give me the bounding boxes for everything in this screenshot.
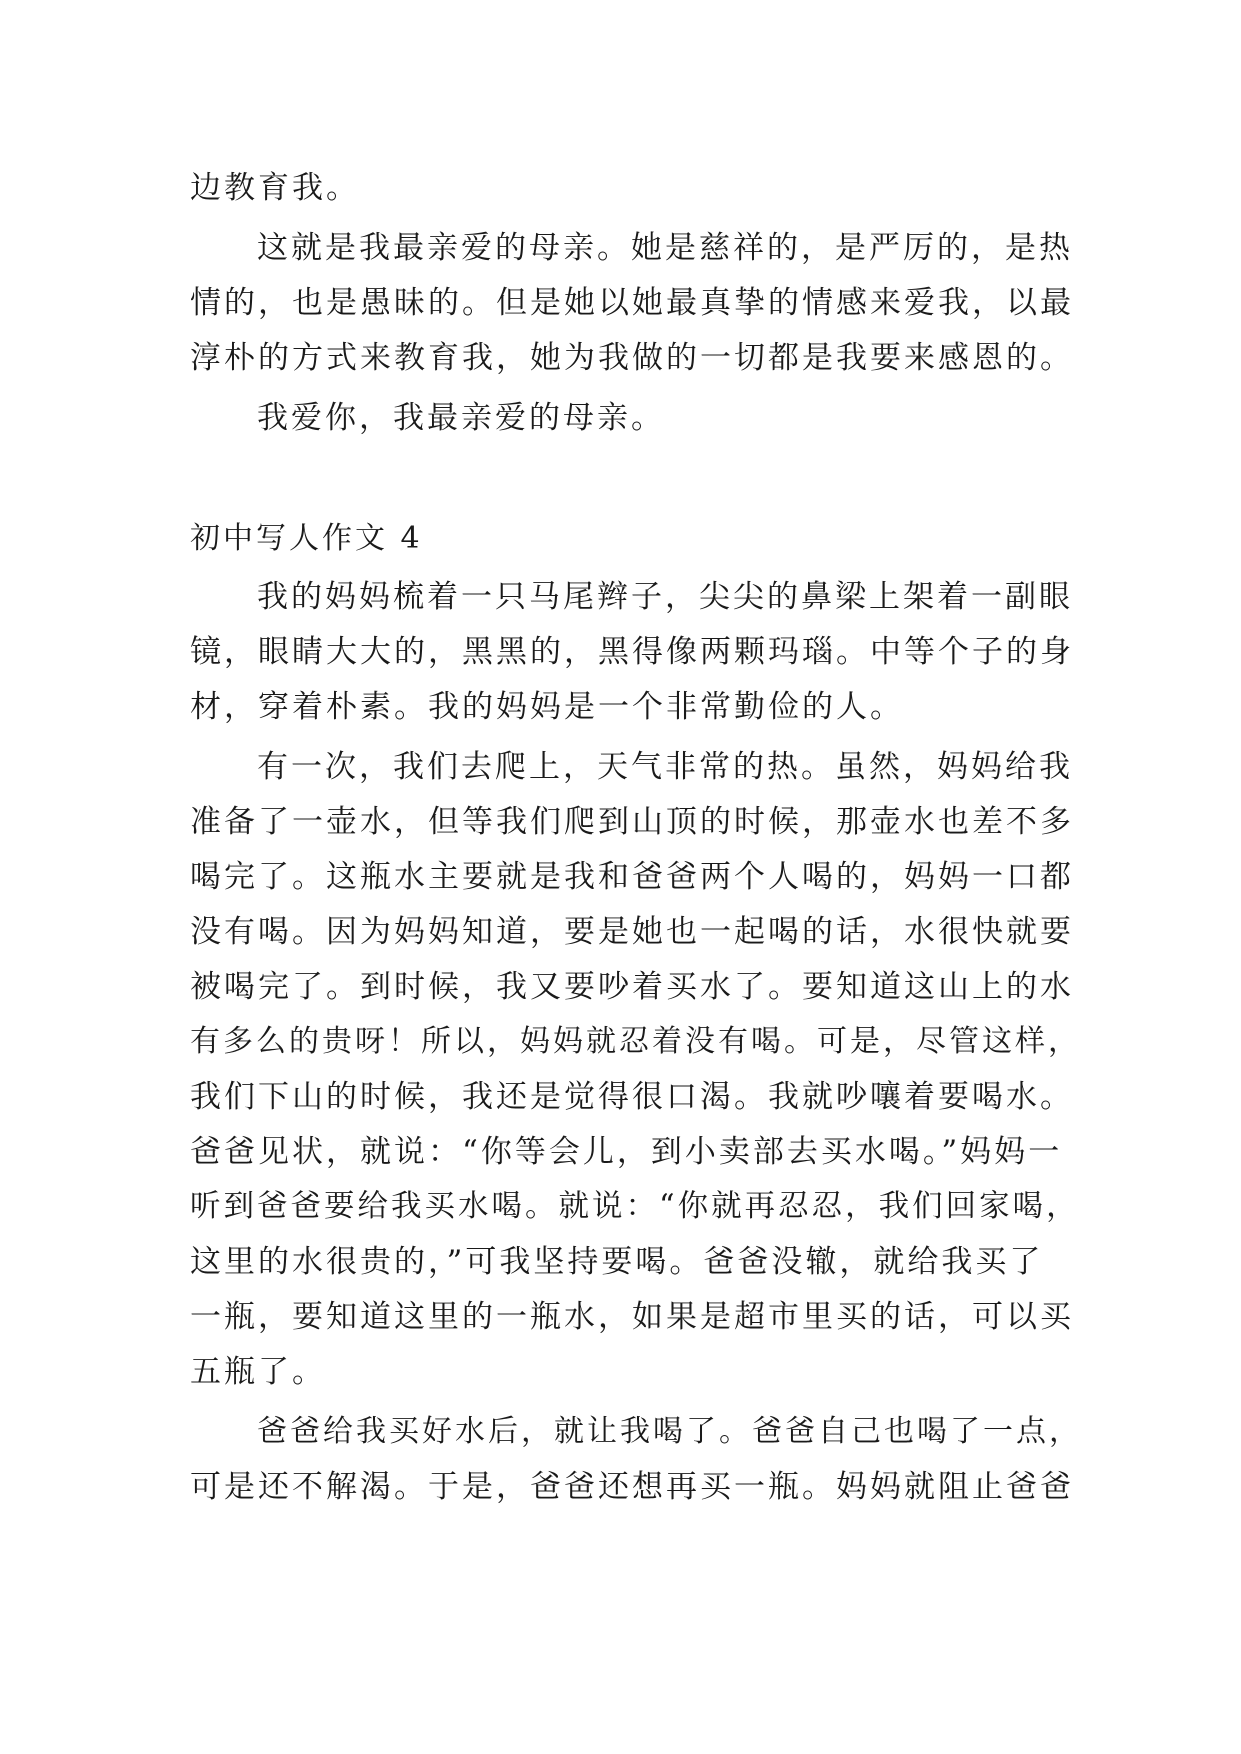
paragraph-line: 淳朴的方式来教育我，她为我做的一切都是我要来感恩的。 [190, 340, 1074, 376]
paragraph-line: 爸爸见状，就说：“你等会儿，到小卖部去买水喝。”妈妈一 [190, 1134, 1063, 1170]
paragraph-line: 有多么的贵呀！所以，妈妈就忍着没有喝。可是，尽管这样， [190, 1024, 1081, 1059]
paragraph-line: 有一次，我们去爬上，天气非常的热。虽然，妈妈给我 [257, 749, 1073, 785]
paragraph-line: 没有喝。因为妈妈知道，要是她也一起喝的话，水很快就要 [190, 914, 1074, 950]
paragraph-line: 被喝完了。到时候，我又要吵着买水了。要知道这山上的水 [190, 969, 1074, 1005]
paragraph-line: 喝完了。这瓶水主要就是我和爸爸两个人喝的，妈妈一口都 [190, 859, 1074, 895]
paragraph-line: 准备了一壶水，但等我们爬到山顶的时候，那壶水也差不多 [190, 804, 1074, 840]
paragraph-line: 五瓶了。 [190, 1354, 326, 1390]
paragraph-line: 我们下山的时候，我还是觉得很口渴。我就吵嚷着要喝水。 [190, 1079, 1074, 1115]
paragraph-line: 一瓶，要知道这里的一瓶水，如果是超市里买的话，可以买 [190, 1299, 1074, 1335]
section-heading: 初中写人作文 4 [190, 521, 423, 556]
paragraph-line: 镜，眼睛大大的，黑黑的，黑得像两颗玛瑙。中等个子的身 [190, 634, 1074, 670]
paragraph-line: 我爱你，我最亲爱的母亲。 [257, 400, 665, 436]
paragraph-continuation-line: 边教育我。 [190, 170, 360, 206]
paragraph-line: 爸爸给我买好水后，就让我喝了。爸爸自己也喝了一点， [257, 1414, 1082, 1449]
paragraph-line: 情的，也是愚昧的。但是她以她最真挚的情感来爱我，以最 [190, 285, 1074, 321]
paragraph-line: 可是还不解渴。于是，爸爸还想再买一瓶。妈妈就阻止爸爸 [190, 1469, 1074, 1505]
paragraph-line: 这就是我最亲爱的母亲。她是慈祥的，是严厉的，是热 [257, 230, 1073, 266]
paragraph-line: 听到爸爸要给我买水喝。就说：“你就再忍忍，我们回家喝， [190, 1189, 1080, 1224]
paragraph-line: 材，穿着朴素。我的妈妈是一个非常勤俭的人。 [190, 689, 904, 725]
paragraph-line: 我的妈妈梳着一只马尾辫子，尖尖的鼻梁上架着一副眼 [257, 579, 1073, 615]
paragraph-line: 这里的水很贵的，”可我坚持要喝。爸爸没辙，就给我买了 [190, 1244, 1044, 1280]
